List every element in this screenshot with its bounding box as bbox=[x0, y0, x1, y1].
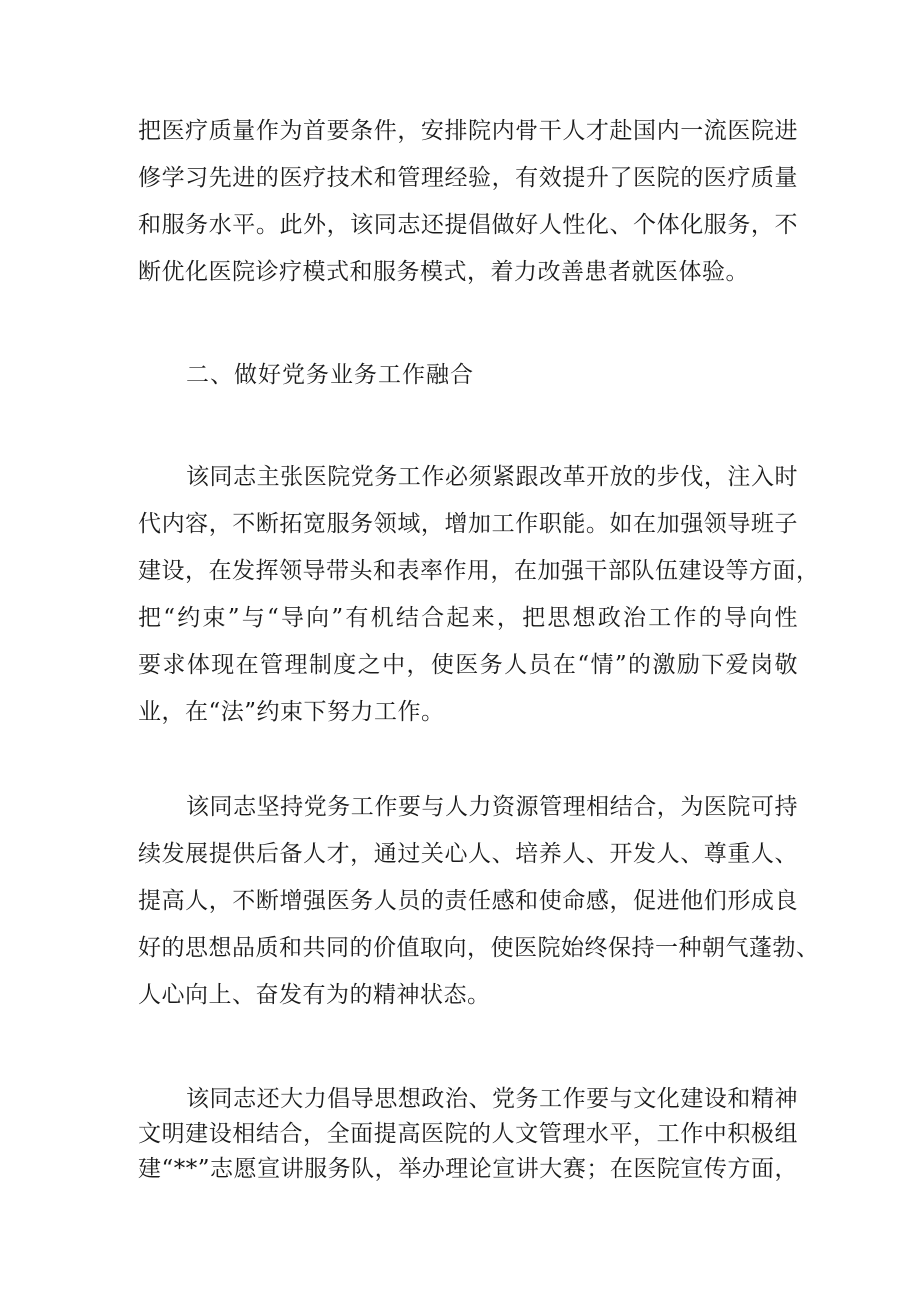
paragraph-line: 代内容，不断拓宽服务领域，增加工作职能。如在加强领导班子 bbox=[138, 511, 798, 537]
paragraph-line: 把“约束”与“导向”有机结合起来，把思想政治工作的导向性 bbox=[138, 605, 798, 631]
section-heading: 二、做好党务业务工作融合 bbox=[186, 362, 474, 388]
paragraph-line: 续发展提供后备人才，通过关心人、培养人、开发人、尊重人、 bbox=[138, 841, 798, 867]
paragraph-line: 文明建设相结合，全面提高医院的人文管理水平，工作中积极组 bbox=[138, 1121, 798, 1147]
paragraph-line: 和服务水平。此外，该同志还提倡做好人性化、个体化服务，不 bbox=[138, 212, 798, 238]
paragraph-line: 好的思想品质和共同的价值取向，使医院始终保持一种朝气蓬勃、 bbox=[138, 935, 820, 961]
paragraph-line: 修学习先进的医疗技术和管理经验，有效提升了医院的医疗质量 bbox=[138, 165, 798, 191]
paragraph-line: 要求体现在管理制度之中，使医务人员在“情”的激励下爱岗敬 bbox=[138, 652, 798, 678]
paragraph-line: 提高人，不断增强医务人员的责任感和使命感，促进他们形成良 bbox=[138, 888, 798, 914]
paragraph-line: 该同志坚持党务工作要与人力资源管理相结合，为医院可持 bbox=[186, 794, 798, 820]
paragraph-line: 人心向上、奋发有为的精神状态。 bbox=[138, 982, 491, 1008]
paragraph-line: 业，在“法”约束下努力工作。 bbox=[138, 699, 445, 725]
paragraph-line: 该同志主张医院党务工作必须紧跟改革开放的步伐，注入时 bbox=[186, 464, 798, 490]
paragraph-line: 建“**”志愿宣讲服务队，举办理论宣讲大赛；在医院宣传方面， bbox=[138, 1156, 798, 1182]
paragraph-line: 建设，在发挥领导带头和表率作用，在加强干部队伍建设等方面， bbox=[138, 558, 820, 584]
paragraph-line: 断优化医院诊疗模式和服务模式，着力改善患者就医体验。 bbox=[138, 259, 749, 285]
paragraph-line: 该同志还大力倡导思想政治、党务工作要与文化建设和精神 bbox=[186, 1086, 798, 1112]
paragraph-line: 把医疗质量作为首要条件，安排院内骨干人才赴国内一流医院进 bbox=[138, 118, 798, 144]
